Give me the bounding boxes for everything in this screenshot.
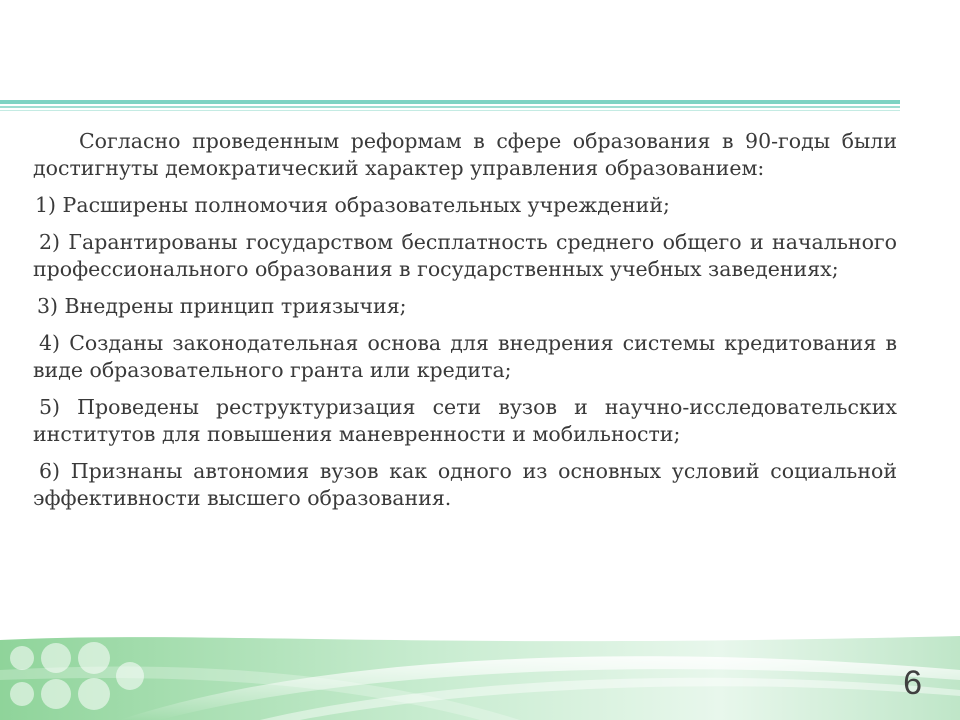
list-item: 4) Созданы законодательная основа для внедрения системы кредитования в виде образовательного гранта или кредита; xyxy=(33,331,897,382)
footer-decoration xyxy=(0,630,960,720)
header-divider-line xyxy=(0,100,900,104)
list-item: 1) Расширены полномочия образовательных учреждений; xyxy=(35,193,670,217)
page-number: 6 xyxy=(903,664,922,702)
list-item: 6) Признаны автономия вузов как одного из основных условий социальной эффективности высшего образования. xyxy=(33,459,897,510)
list-item: 5) Проведены реструктуризация сети вузов и научно-исследовательских институтов для повышения маневренности и мобильности; xyxy=(33,395,897,446)
green-wave-background xyxy=(0,630,960,720)
header-divider xyxy=(0,100,900,114)
intro-paragraph: Согласно проведенным реформам в сфере образования в 90-годы были достигнуты демократический характер управления образованием: xyxy=(33,129,897,180)
list-item: 3) Внедрены принцип триязычия; xyxy=(37,294,407,318)
header-divider-line xyxy=(0,106,900,108)
list-item: 2) Гарантированы государством бесплатность среднего общего и начального профессионального образования в государственных учебных заведениях; xyxy=(33,230,897,281)
header-divider-line xyxy=(0,110,900,111)
slide-body xyxy=(33,128,897,522)
